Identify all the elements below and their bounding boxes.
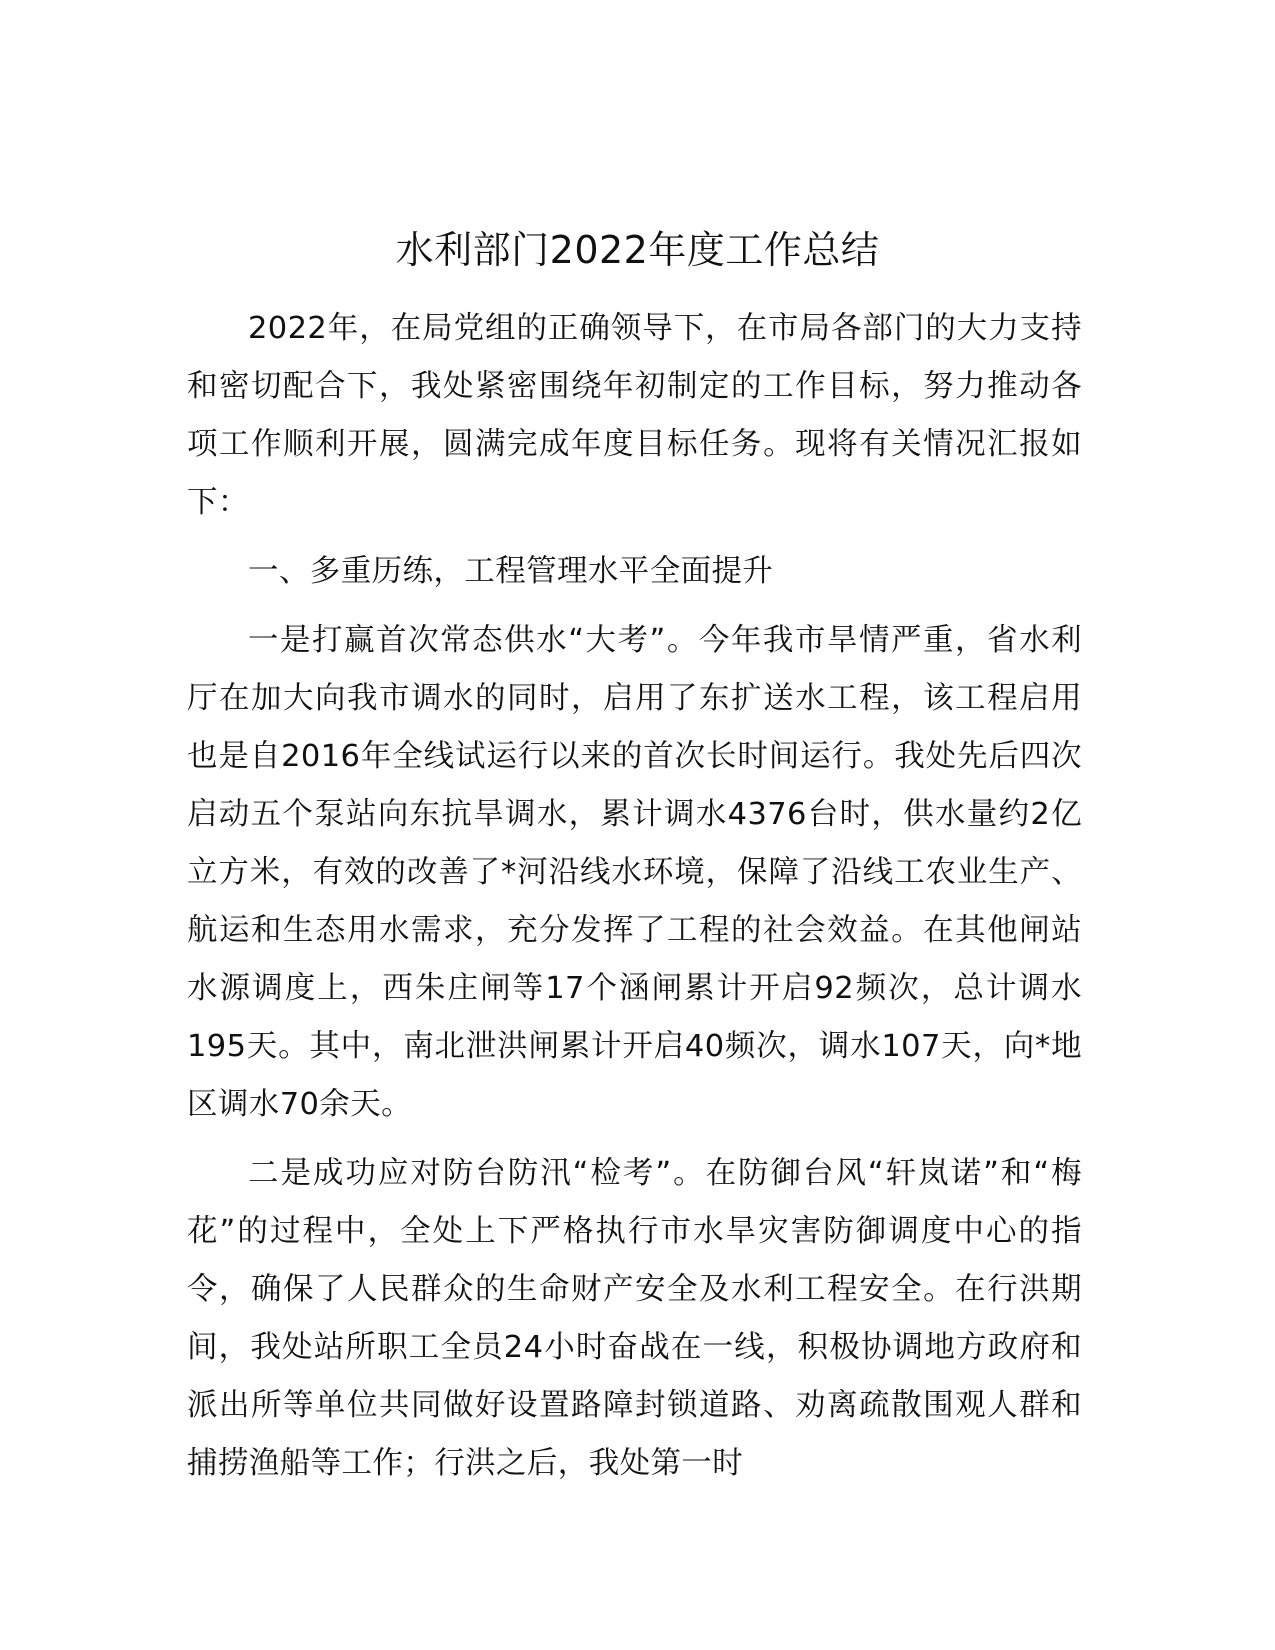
body-paragraph: 二是成功应对防台防汛“检考”。在防御台风“轩岚诺”和“梅花”的过程中，全处上下严格执行市水旱灾害防御调度中心的指令，确保了人民群众的生命财产安全及水利工程安全。在行洪期间，我处站所职工全员24小时奋战在一线，积极协调地方政府和派出所等单位共同做好设置路障封锁道路、劝离疏散围观人群和捕捞渔船等工作；行洪之后，我处第一时	[187, 1156, 1082, 1481]
body-paragraph: 一是打赢首次常态供水“大考”。今年我市旱情严重，省水利厅在加大向我市调水的同时，启用了东扩送水工程，该工程启用也是自2016年全线试运行以来的首次长时间运行。我处先后四次启动五个泵站向东抗旱调水，累计调水4376台时，供水量约2亿立方米，有效的改善了*河沿线水环境，保障了沿线工农业生产、航运和生态用水需求，充分发挥了工程的社会效益。在其他闸站水源调度上，西朱庄闸等17个涵闸累计开启92频次，总计调水195天。其中，南北泄洪闸累计开启40频次，调水107天，向*地区调水70余天。	[187, 623, 1082, 1122]
intro-paragraph: 2022年，在局党组的正确领导下，在市局各部门的大力支持和密切配合下，我处紧密围绕年初制定的工作目标，努力推动各项工作顺利开展，圆满完成年度目标任务。现将有关情况汇报如下：	[187, 311, 1082, 520]
document-body	[187, 300, 1082, 1504]
section-heading: 一、多重历练，工程管理水平全面提升	[248, 554, 774, 589]
document-title: 水利部门2022年度工作总结	[395, 228, 880, 272]
